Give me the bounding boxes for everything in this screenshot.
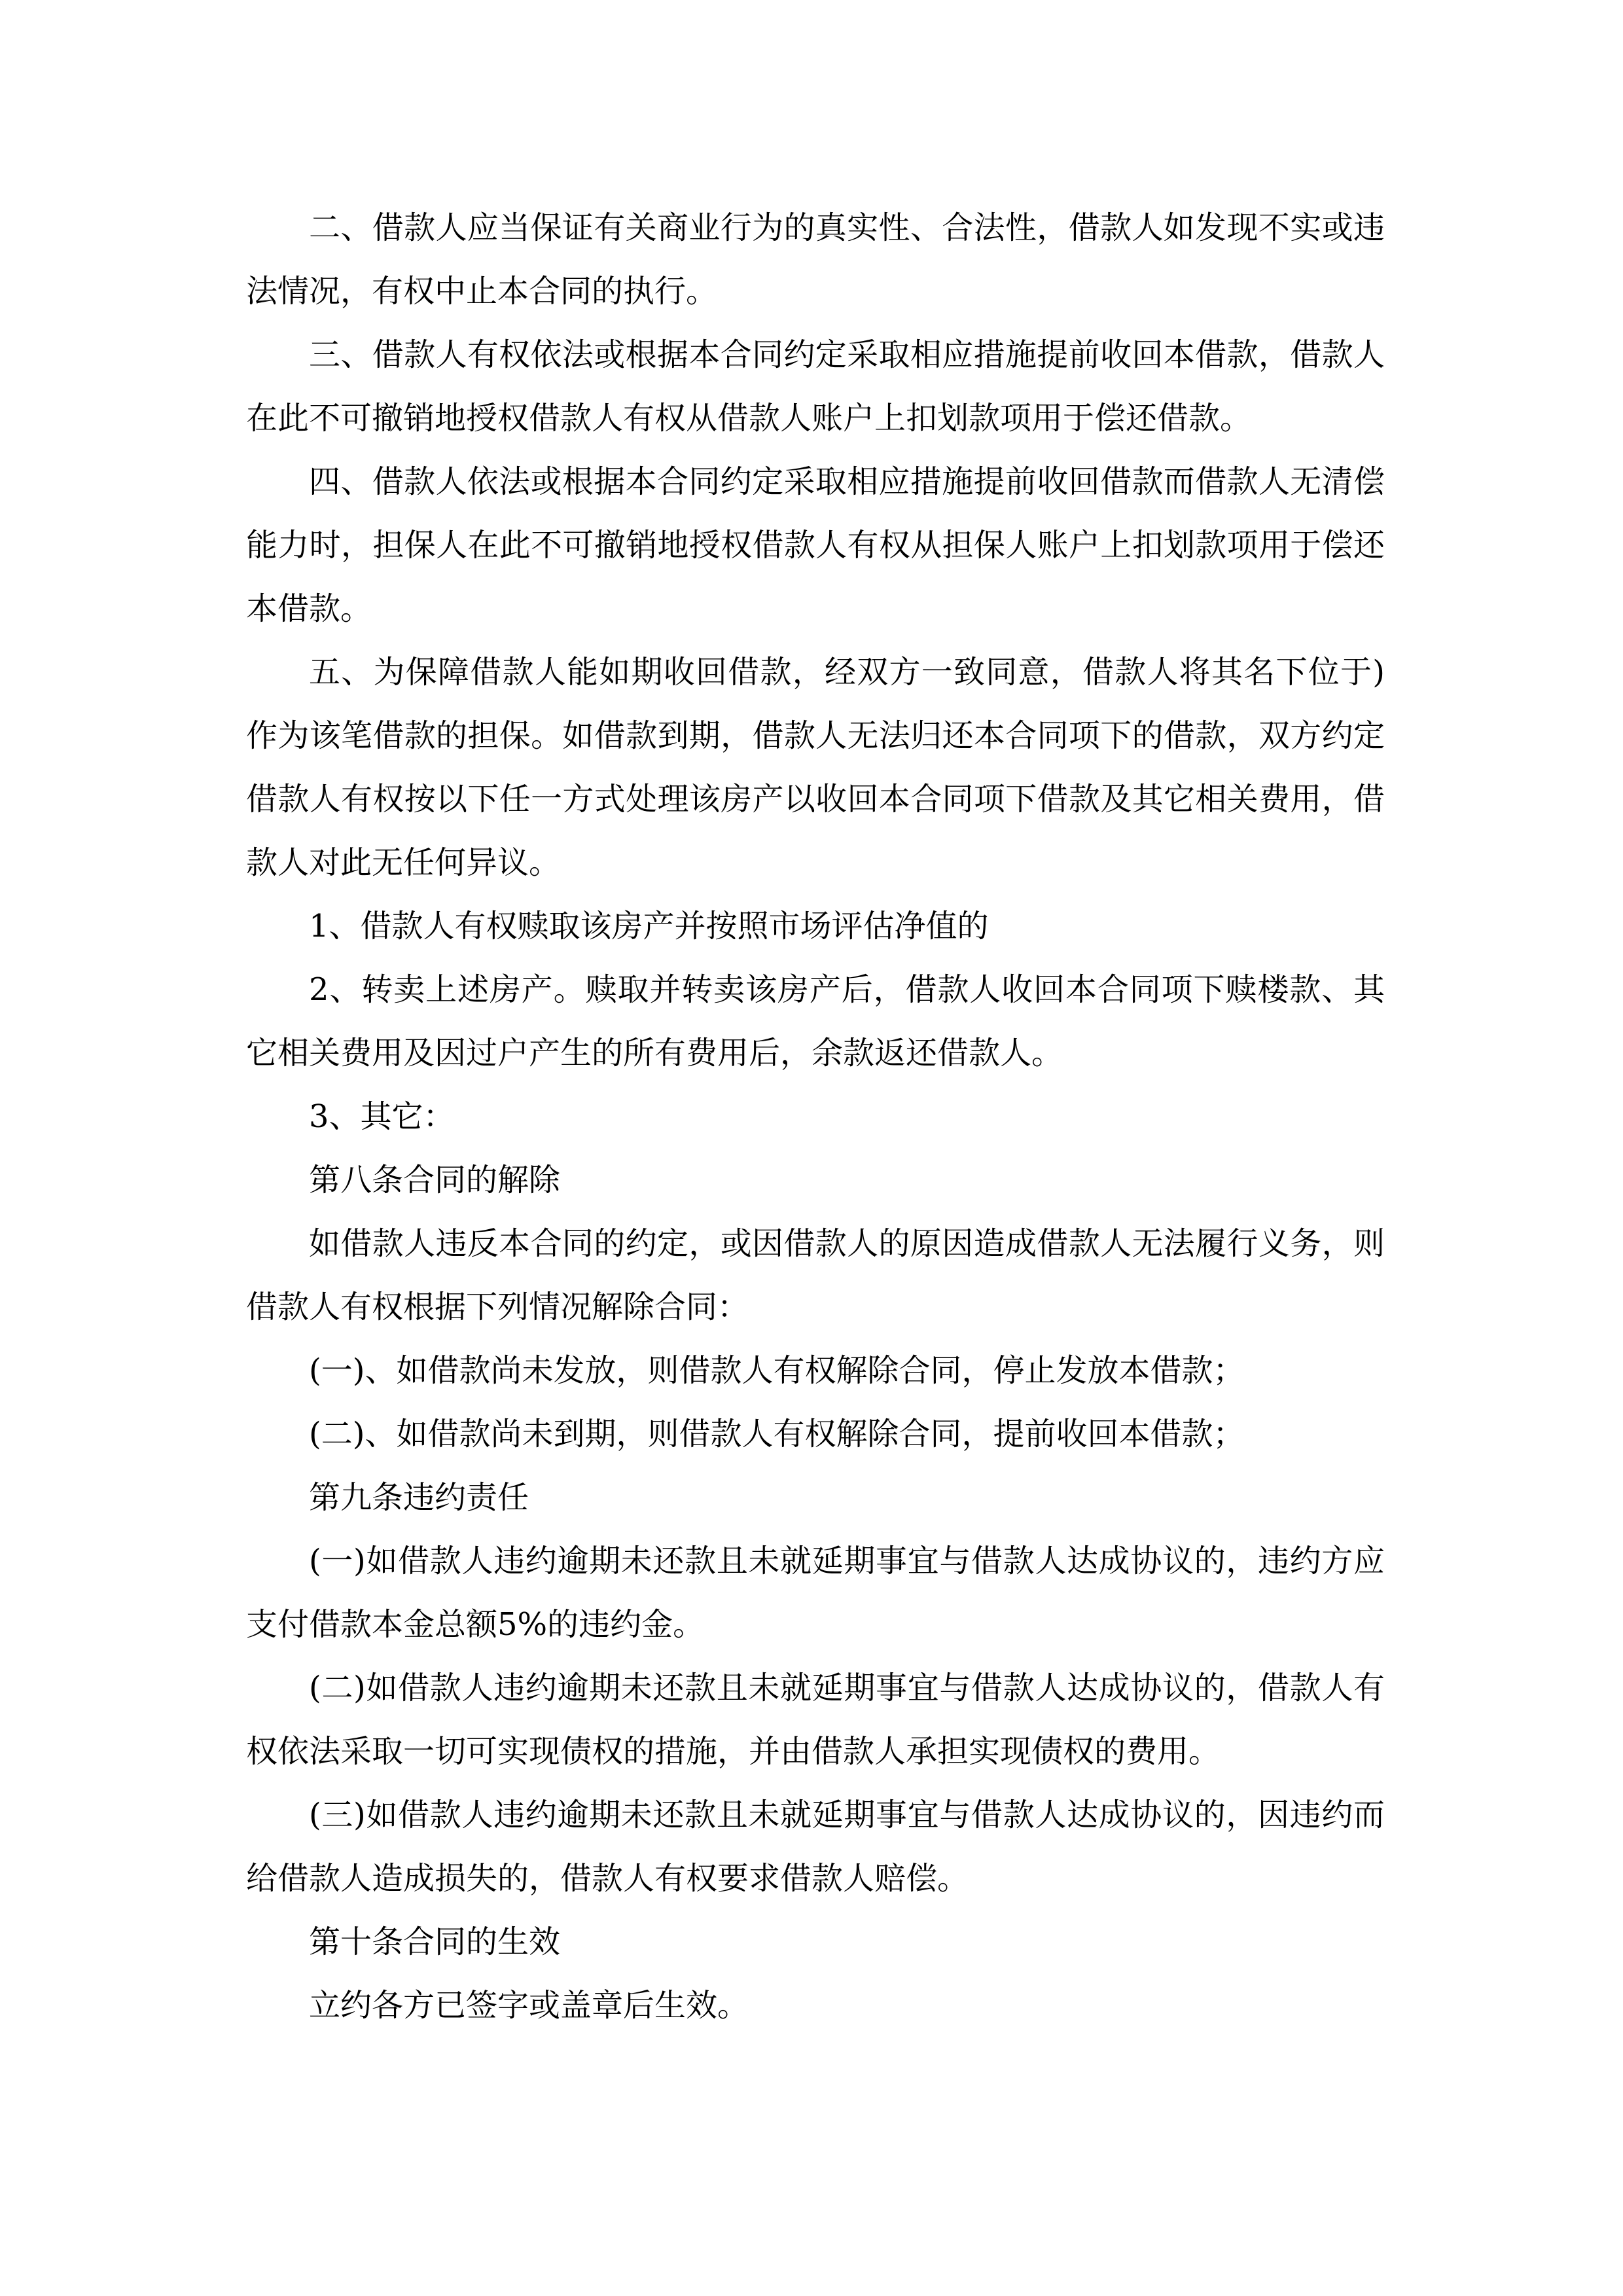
article-9-heading: 第九条违约责任 (309, 1479, 529, 1516)
clause-2-paragraph: 二、借款人应当保证有关商业行为的真实性、合法性，借款人如发现不实或违法情况，有权中止本合同的执行。 (246, 209, 1385, 310)
article-9-item-3: (三)如借款人违约逾期未还款且未就延期事宜与借款人达成协议的，因违约而给借款人造成损失的，借款人有权要求借款人赔偿。 (246, 1797, 1385, 1897)
option-1-paragraph: 1、借款人有权赎取该房产并按照市场评估净值的 (309, 908, 989, 944)
article-8-intro-paragraph: 如借款人违反本合同的约定，或因借款人的原因造成借款人无法履行义务，则借款人有权根据下列情况解除合同： (246, 1225, 1385, 1325)
document-body (246, 196, 1385, 2037)
article-9-item-1: (一)如借款人违约逾期未还款且未就延期事宜与借款人达成协议的，违约方应支付借款本金总额5%的违约金。 (246, 1543, 1385, 1643)
article-8-heading: 第八条合同的解除 (309, 1162, 561, 1198)
option-2-paragraph: 2、转卖上述房产。赎取并转卖该房产后，借款人收回本合同项下赎楼款、其它相关费用及因过户产生的所有费用后，余款返还借款人。 (246, 971, 1385, 1071)
article-8-item-2: (二)、如借款尚未到期，则借款人有权解除合同，提前收回本借款； (309, 1416, 1245, 1452)
article-10-body: 立约各方已签字或盖章后生效。 (309, 1987, 749, 2024)
article-8-item-1: (一)、如借款尚未发放，则借款人有权解除合同，停止发放本借款； (309, 1352, 1245, 1389)
article-9-item-2: (二)如借款人违约逾期未还款且未就延期事宜与借款人达成协议的，借款人有权依法采取一切可实现债权的措施，并由借款人承担实现债权的费用。 (246, 1670, 1385, 1770)
clause-3-paragraph: 三、借款人有权依法或根据本合同约定采取相应措施提前收回本借款，借款人在此不可撤销地授权借款人有权从借款人账户上扣划款项用于偿还借款。 (246, 336, 1385, 437)
article-10-heading: 第十条合同的生效 (309, 1924, 561, 1960)
option-3-paragraph: 3、其它： (309, 1098, 455, 1135)
clause-4-paragraph: 四、借款人依法或根据本合同约定采取相应措施提前收回借款而借款人无清偿能力时，担保人在此不可撤销地授权借款人有权从担保人账户上扣划款项用于偿还本借款。 (246, 463, 1385, 627)
clause-5-paragraph: 五、为保障借款人能如期收回借款，经双方一致同意，借款人将其名下位于)作为该笔借款的担保。如借款到期，借款人无法归还本合同项下的借款，双方约定借款人有权按以下任一方式处理该房产以收回本合同项下借款及其它相关费用，借款人对此无任何异议。 (246, 654, 1385, 881)
